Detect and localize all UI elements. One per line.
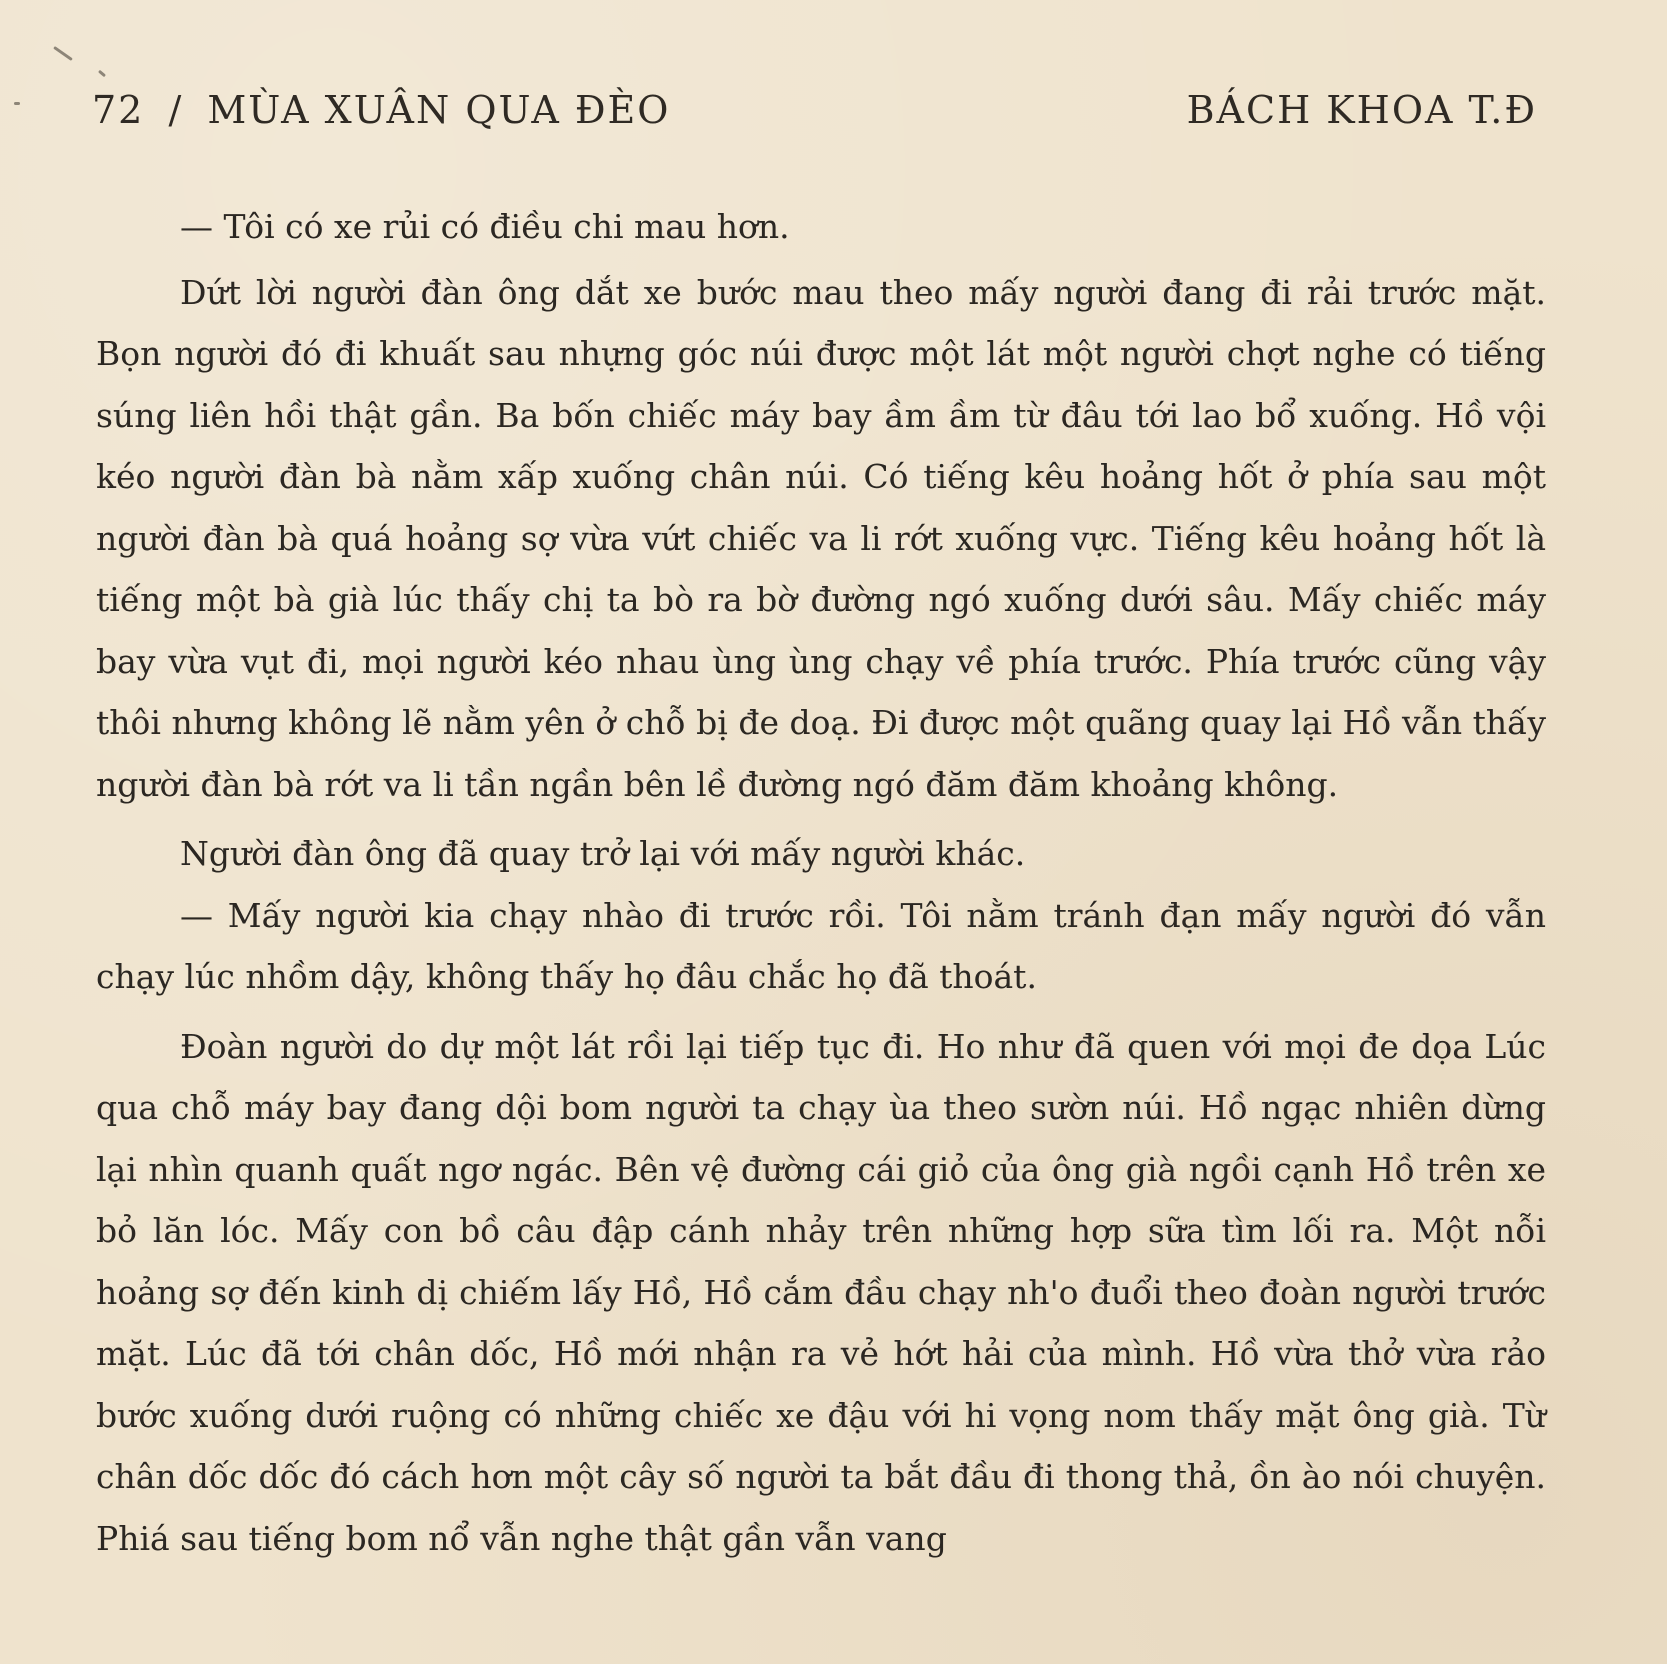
header-right [1187, 88, 1537, 132]
ink-speck [53, 46, 73, 61]
page-header [92, 88, 1537, 138]
ink-speck [14, 102, 20, 105]
page-number: 72 [92, 88, 145, 132]
paragraph: Dứt lời người đàn ông dắt xe bước mau theo mấy người đang đi rải trước mặt. Bọn người đó đi khuất sau nhựng góc núi được một lát một người chợt nghe có tiếng súng liên hồi thật gần. Ba bốn chiếc máy bay ầm ầm từ đâu tới lao bổ xuống. Hồ vội kéo người đàn bà nằm xấp xuống chân núi. Có tiếng kêu hoảng hốt ở phía sau một người đàn bà quá hoảng sợ vừa vứt chiếc va li rớt xuống vực. Tiếng kêu hoảng hốt là tiếng một bà già lúc thấy chị ta bò ra bờ đường ngó xuống dưới sâu. Mấy chiếc máy bay vừa vụt đi, mọi người kéo nhau ùng ùng chạy về phía trước. Phía trước cũng vậy thôi nhưng không lẽ nằm yên ở chỗ bị đe doạ. Đi được một quãng quay lại Hồ vẫn thấy người đàn bà rớt va li tần ngần bên lề đường ngó đăm đăm khoảng không. [96, 272, 1546, 804]
paragraph: Đoàn người do dự một lát rồi lại tiếp tục đi. Ho như đã quen với mọi đe dọa Lúc qua chỗ máy bay đang dội bom người ta chạy ùa theo sườn núi. Hồ ngạc nhiên dừng lại nhìn quanh quất ngơ ngác. Bên vệ đường cái giỏ của ông già ngồi cạnh Hồ trên xe bỏ lăn lóc. Mấy con bồ câu đập cánh nhảy trên những hợp sữa tìm lối ra. Một nỗi hoảng sợ đến kinh dị chiếm lấy Hồ, Hồ cắm đầu chạy nh'o đuổi theo đoàn người trước mặt. Lúc đã tới chân dốc, Hồ mới nhận ra vẻ hớt hải của mình. Hồ vừa thở vừa rảo bước xuống dưới ruộng có những chiếc xe đậu với hi vọng nom thấy mặt ông già. Từ chân dốc dốc đó cách hơn một cây số người ta bắt đầu đi thong thả, ồn ào nói chuyện. Phiá sau tiếng bom nổ vẫn nghe thật gần vẫn vang [96, 1026, 1546, 1558]
paragraph: Người đàn ông đã quay trở lại với mấy người khác. [180, 834, 1026, 873]
header-left [92, 88, 670, 132]
publisher-name: BÁCH KHOA T.Đ [1186, 88, 1537, 132]
paragraph: — Tôi có xe rủi có điều chi mau hơn. [180, 207, 790, 246]
paragraph: — Mấy người kia chạy nhào đi trước rồi. Tôi nằm tránh đạn mấy người đó vẫn chạy lúc nhồm dậy, không thấy họ đâu chắc họ đã thoát. [96, 895, 1546, 996]
chapter-title: MÙA XUÂN QUA ĐÈO [207, 88, 671, 132]
ink-speck [98, 70, 106, 77]
page-body [96, 196, 1546, 1569]
header-separator: / [168, 88, 184, 132]
